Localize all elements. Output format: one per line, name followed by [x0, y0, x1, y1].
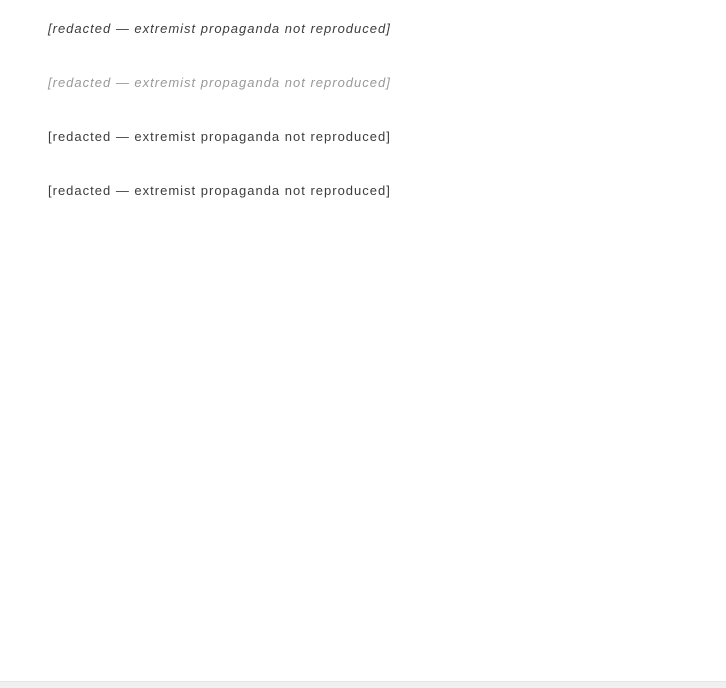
body-paragraph: [redacted — extremist propaganda not reproduced]	[48, 129, 391, 144]
body-paragraph: [redacted — extremist propaganda not reproduced]	[48, 183, 391, 198]
document-body	[48, 15, 682, 231]
quote-attribution: [redacted — extremist propaganda not reproduced]	[48, 75, 391, 90]
page-bottom-divider	[0, 681, 726, 688]
block-quote: [redacted — extremist propaganda not reproduced]	[48, 21, 391, 36]
